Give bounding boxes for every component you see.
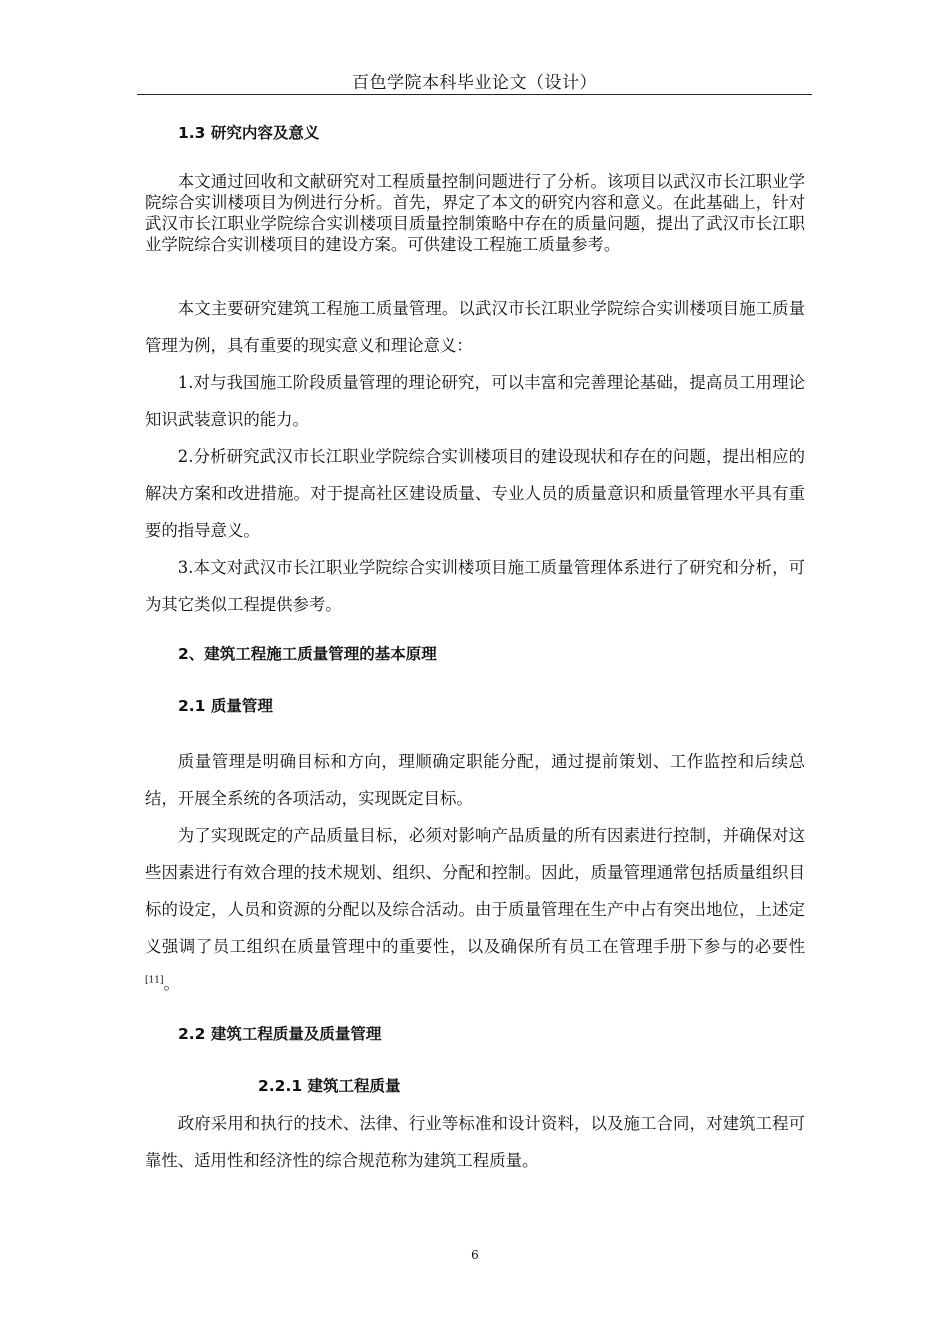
section-heading-2-1: 2.1 质量管理 — [178, 697, 273, 715]
paragraph: 2.分析研究武汉市长江职业学院综合实训楼项目的建设现状和存在的问题，提出相应的解决方案和改进措施。对于提高社区建设质量、专业人员的质量意识和质量管理水平具有重要的指导意义。 — [145, 447, 805, 540]
section-heading-2-2-1: 2.2.1 建筑工程质量 — [258, 1077, 401, 1095]
paragraph: 质量管理是明确目标和方向，理顺确定职能分配，通过提前策划、工作监控和后续总结，开展全系统的各项活动，实现既定目标。 — [145, 752, 805, 808]
section-heading-2: 2、建筑工程施工质量管理的基本原理 — [178, 645, 437, 663]
paragraph — [145, 817, 805, 1002]
paragraph: 1.对与我国施工阶段质量管理的理论研究，可以丰富和完善理论基础，提高员工用理论知识武装意识的能力。 — [145, 373, 805, 429]
section-heading-2-2: 2.2 建筑工程质量及质量管理 — [178, 1025, 382, 1043]
paragraph: 政府采用和执行的技术、法律、行业等标准和设计资料，以及施工合同，对建筑工程可靠性、适用性和经济性的综合规范称为建筑工程质量。 — [145, 1114, 805, 1170]
section-heading-1-3: 1.3 研究内容及意义 — [178, 124, 320, 142]
paragraph: 本文主要研究建筑工程施工质量管理。以武汉市长江职业学院综合实训楼项目施工质量管理为例，具有重要的现实意义和理论意义： — [145, 299, 805, 355]
page-number: 6 — [471, 1248, 479, 1262]
paragraph-end: 。 — [163, 974, 180, 993]
paragraph-text: 为了实现既定的产品质量目标，必须对影响产品质量的所有因素进行控制，并确保对这些因素进行有效合理的技术规划、组织、分配和控制。因此，质量管理通常包括质量组织目标的设定，人员和资源的分配以及综合活动。由于质量管理在生产中占有突出地位，上述定义强调了员工组织在质量管理中的重要性，以及确保所有员工在管理手册下参与的必要性 — [145, 826, 805, 956]
header-rule — [137, 94, 812, 95]
citation-ref: [11] — [145, 975, 164, 986]
paragraph: 本文通过回收和文献研究对工程质量控制问题进行了分析。该项目以武汉市长江职业学院综合实训楼项目为例进行分析。首先，界定了本文的研究内容和意义。在此基础上，针对武汉市长江职业学院综合实训楼项目质量控制策略中存在的质量问题，提出了武汉市长江职业学院综合实训楼项目的建设方案。可供建设工程施工质量参考。 — [145, 172, 805, 254]
running-header: 百色学院本科毕业论文（设计） — [352, 73, 597, 93]
paragraph: 3.本文对武汉市长江职业学院综合实训楼项目施工质量管理体系进行了研究和分析，可为其它类似工程提供参考。 — [145, 558, 805, 614]
